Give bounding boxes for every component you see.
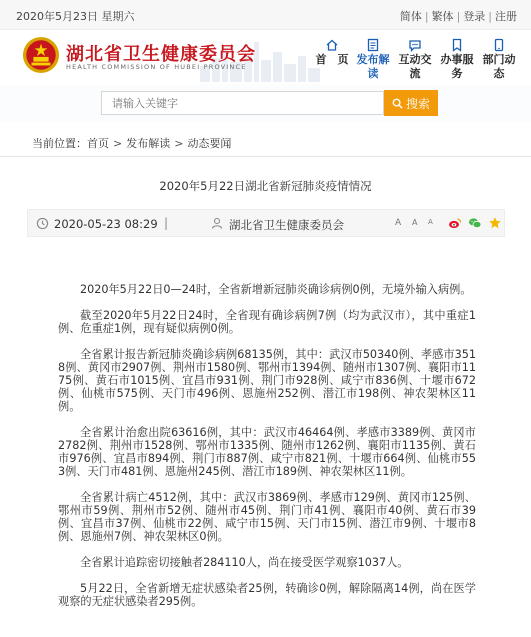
bookmark-icon [450,38,464,52]
top-bar [0,0,531,30]
site-title: 湖北省卫生健康委员会 [66,44,256,65]
document-icon [366,38,380,52]
clock-icon [36,217,49,230]
link-login[interactable]: 登录 [463,10,486,23]
link-traditional[interactable]: 繁体 [431,10,454,23]
link-separator: | [456,10,461,23]
breadcrumb-news[interactable]: 动态要闻 [187,137,232,150]
current-date: 2020年5月23日 星期六 [16,10,135,23]
article-paragraph: 全省累计追踪密切接触者284110人，尚在接受医学观察1037人。 [80,556,409,569]
meta-separator: | [164,216,169,230]
article-title: 2020年5月22日湖北省新冠肺炎疫情情况 [159,179,372,193]
divider [0,156,531,157]
search-input[interactable] [101,91,384,115]
search-button-label: 搜索 [405,96,430,111]
site-header [0,30,531,85]
nav-label: 读 [367,67,379,80]
font-size-medium[interactable]: A [412,218,418,227]
nav-label: 首 页 [315,53,349,66]
nav-releases[interactable] [352,38,394,84]
search-button[interactable] [384,90,438,116]
nav-label: 办事服 [440,53,474,66]
article-paragraph: 2020年5月22日0—24时，全省新增新冠肺炎确诊病例0例，无境外输入病例。 [80,283,472,296]
article-body [58,283,476,621]
link-separator: | [488,10,492,23]
nav-label: 部门动 [482,53,516,66]
breadcrumb-separator: > [113,137,123,150]
national-emblem-icon [22,36,60,74]
link-simplified[interactable]: 简体 [399,10,422,23]
article-paragraph: 全省累计报告新冠肺炎确诊病例68135例，其中：武汉市50340例、孝感市3518例、黄冈市2907例、荆州市1580例、鄂州市1394例、随州市1307例、襄阳市1175例、黄石市1015例、宜昌市931例、荆门市928例、咸宁市836例、十堰市672例、仙桃市575例、天门市496例、恩施州252例、潜江市198例、神农架林区11例。 [58,348,476,413]
top-links [400,8,517,24]
breadcrumb-prefix: 当前位置： [32,137,87,150]
favorite-star-icon[interactable] [488,216,502,230]
article-paragraph: 全省累计治愈出院63616例，其中：武汉市46464例、孝感市3389例、黄冈市2782例、荆州市1528例、鄂州市1335例、随州市1262例、襄阳市1135例、黄石市976例、宜昌市894例、荆门市887例、咸宁市821例、十堰市664例、仙桃市553例、天门市481例、恩施州245例、潜江市189例、神农架林区11例。 [58,426,476,478]
wechat-icon[interactable] [468,216,482,230]
nav-services[interactable] [436,38,478,84]
phone-icon [492,38,506,52]
link-separator: | [424,10,429,23]
nav-departments[interactable] [478,38,520,84]
breadcrumb-home[interactable]: 首页 [87,137,109,150]
publish-date: 2020-05-23 08:29 [54,217,158,231]
home-icon [325,38,339,52]
chat-icon [408,38,422,52]
article-meta-bar [27,209,505,237]
article-source: 湖北省卫生健康委员会 [229,218,344,232]
breadcrumb-releases[interactable]: 发布解读 [126,137,171,150]
nav-label: 发布解 [356,53,390,66]
nav-label: 态 [493,67,505,80]
nav-interaction[interactable] [394,38,436,84]
nav-label: 务 [451,67,463,80]
link-register[interactable]: 注册 [495,10,517,23]
article-paragraph: 全省累计病亡4512例，其中：武汉市3869例、孝感市129例、黄冈市125例、鄂州市59例、荆州市52例、随州市45例、荆门市41例、襄阳市40例、黄石市39例、宜昌市37例、仙桃市22例、咸宁市15例、天门市15例、潜江市9例、十堰市8例、恩施州7例、神农架林区0例。 [58,491,476,543]
user-icon [211,217,223,229]
article-paragraph: 5月22日，全省新增无症状感染者25例，转确诊0例，解除隔离14例，尚在医学观察的无症状感染者295例。 [58,582,476,608]
weibo-icon[interactable] [448,216,462,230]
breadcrumb [32,135,231,151]
nav-home[interactable] [311,38,353,84]
article-paragraph: 截至2020年5月22日24时，全省现有确诊病例7例（均为武汉市），其中重症1例、危重症1例，现有疑似病例0例。 [58,309,476,335]
breadcrumb-separator: > [174,137,184,150]
font-size-small[interactable]: A [428,218,433,226]
site-subtitle: HEALTH COMMISSION OF HUBEI PROVINCE [66,63,247,71]
nav-label: 互动交 [398,53,432,66]
font-size-large[interactable]: A [395,218,402,228]
search-icon [392,98,403,109]
nav-label: 流 [409,67,421,80]
